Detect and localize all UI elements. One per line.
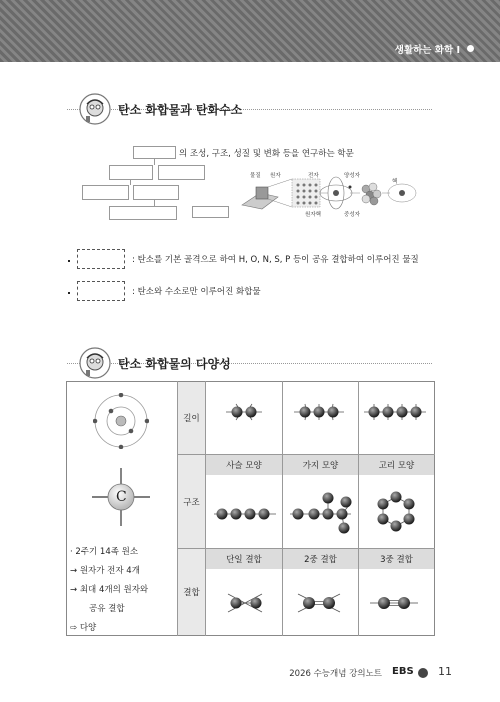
blank-box-top <box>133 146 176 159</box>
section1-scientist-icon <box>78 92 112 126</box>
blank-box-bottom <box>109 206 177 220</box>
matter-structure-diagram <box>240 175 420 211</box>
branch-structure-model <box>290 493 352 534</box>
header-double-bond: 2중 결합 <box>283 549 358 569</box>
row-label-bond: 결합 <box>178 549 205 635</box>
section2-title: 탄소 화합물의 다양성 <box>118 357 231 371</box>
single-bond-model <box>228 594 262 612</box>
note-line-1: · 2주기 14족 원소 <box>70 547 139 557</box>
chain-structure-model <box>214 509 276 520</box>
page-number: 11 <box>438 665 452 678</box>
blank-box-left <box>109 165 153 180</box>
header-title: 생활하는 화학 I <box>394 45 460 56</box>
length-4-carbon-model <box>364 404 426 420</box>
bullet-dot <box>68 260 70 262</box>
label-matter: 물질 <box>250 173 261 179</box>
header-single-bond: 단일 결합 <box>206 549 282 569</box>
tree-line <box>154 159 155 165</box>
carbon-atom-shell-diagram <box>93 393 149 449</box>
label-neutron: 중성자 <box>344 212 360 218</box>
blank-box-l1 <box>82 185 129 200</box>
blank-box-side <box>192 206 229 218</box>
header-branch: 가지 모양 <box>283 455 358 475</box>
label-electron: 전자 <box>308 173 319 179</box>
item2-text: : 탄소와 수소로만 이루어진 화합물 <box>132 287 261 297</box>
note-line-2: → 원자가 전자 4개 <box>70 566 140 576</box>
header-band <box>0 0 500 62</box>
triple-bond-model <box>370 597 418 609</box>
bullet-dot <box>68 292 70 294</box>
header-triple-bond: 3중 결합 <box>359 549 434 569</box>
ebs-logo-icon <box>418 668 428 678</box>
carbon-symbol: C <box>116 489 127 505</box>
header-ring: 고리 모양 <box>359 455 434 475</box>
blank-box-l2 <box>133 185 179 200</box>
note-line-4: 공유 결합 <box>89 604 125 614</box>
molecule-models <box>206 382 434 635</box>
blank-dashed-box-1 <box>77 249 125 269</box>
label-nucleus: 원자핵 <box>305 212 321 218</box>
note-line-5: ⇨ 다양 <box>70 623 97 633</box>
length-3-carbon-model <box>294 404 344 420</box>
label-proton: 양성자 <box>344 173 360 179</box>
section1-title: 탄소 화합물과 탄화수소 <box>118 103 243 117</box>
ebs-logo: EBS <box>392 666 414 677</box>
row-label-structure: 구조 <box>178 455 205 548</box>
footer-text: 2026 수능개념 강의노트 <box>289 669 382 679</box>
note-line-3: → 최대 4개의 원자와 <box>70 585 149 595</box>
header-dot-icon <box>467 45 474 52</box>
length-2-carbon-model <box>226 404 262 420</box>
section2-scientist-icon <box>78 346 112 380</box>
double-bond-model <box>298 594 340 612</box>
item1-text: : 탄소를 기본 골격으로 하여 H, O, N, S, P 등이 공유 결합하여 이루어진 물질 <box>132 255 419 265</box>
row-label-length: 길이 <box>178 382 205 454</box>
label-atom: 원자 <box>270 173 281 179</box>
definition-text: 의 조성, 구조, 성질 및 변화 등을 연구하는 학문 <box>179 149 354 159</box>
label-nucleus-core: 핵 <box>392 179 398 185</box>
tree-line <box>130 180 131 185</box>
header-chain: 사슬 모양 <box>206 455 282 475</box>
blank-dashed-box-2 <box>77 281 125 301</box>
ring-structure-model <box>378 492 415 532</box>
blank-box-right <box>158 165 205 180</box>
